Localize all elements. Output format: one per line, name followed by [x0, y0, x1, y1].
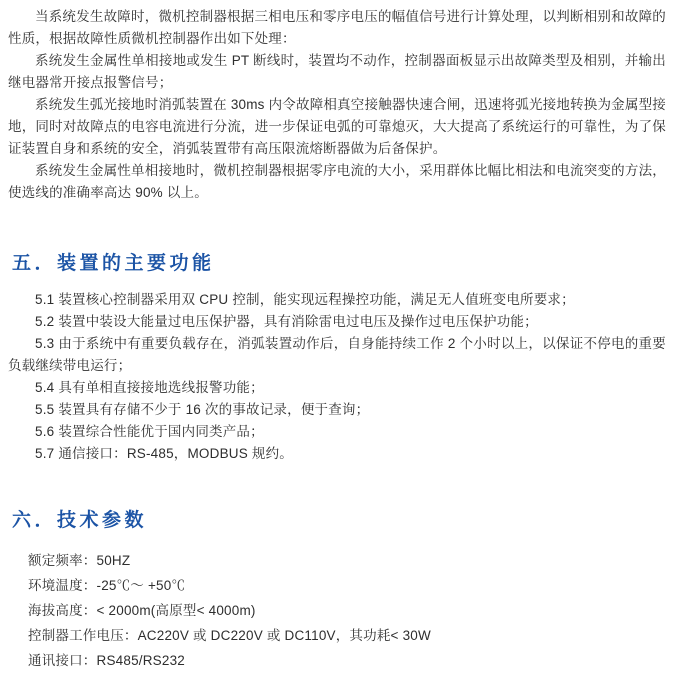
tech-param: 海拔高度：< 2000m(高原型< 4000m)	[28, 603, 256, 618]
intro-section	[8, 6, 666, 204]
function-item: 5.4 具有单相直接接地选线报警功能；	[35, 380, 264, 395]
function-item: 5.2 装置中装设大能量过电压保护器，具有消除雷电过电压及操作过电压保护功能；	[35, 314, 538, 329]
function-item: 5.5 装置具有存储不少于 16 次的事故记录，便于查询；	[35, 402, 370, 417]
function-item: 5.1 装置核心控制器采用双 CPU 控制，能实现远程操控功能，满足无人值班变电所要求；	[35, 292, 575, 307]
function-item: 5.6 装置综合性能优于国内同类产品；	[35, 424, 264, 439]
section-heading-functions: 五．装置的主要功能	[12, 253, 215, 274]
tech-param: 额定频率：50HZ	[28, 553, 131, 568]
tech-params-list	[28, 548, 666, 673]
tech-param: 通讯接口：RS485/RS232	[28, 653, 186, 668]
tech-param: 控制器工作电压：AC220V 或 DC220V 或 DC110V，其功耗< 30W	[28, 628, 431, 643]
tech-param: 环境温度：-25℃～ +50℃	[28, 578, 186, 593]
functions-list	[8, 289, 666, 465]
section-heading-tech-params: 六．技术参数	[12, 510, 148, 531]
function-item: 5.3 由于系统中有重要负载存在，消弧装置动作后，自身能持续工作 2 个小时以上，以保证不停电的重要负载继续带电运行；	[8, 336, 666, 373]
intro-paragraph: 系统发生金属性单相接地时，微机控制器根据零序电流的大小，采用群体比幅比相法和电流突变的方法，使选线的准确率高达 90% 以上。	[8, 163, 666, 200]
function-item: 5.7 通信接口：RS-485，MODBUS 规约。	[35, 446, 293, 461]
intro-paragraph: 当系统发生故障时，微机控制器根据三相电压和零序电压的幅值信号进行计算处理，以判断相别和故障的性质，根据故障性质微机控制器作出如下处理：	[8, 9, 666, 46]
intro-paragraph: 系统发生金属性单相接地或发生 PT 断线时，装置均不动作，控制器面板显示出故障类型及相别，并输出继电器常开接点报警信号；	[8, 53, 666, 90]
intro-paragraph: 系统发生弧光接地时消弧装置在 30ms 内令故障相真空接触器快速合闸，迅速将弧光接地转换为金属型接地，同时对故障点的电容电流进行分流，进一步保证电弧的可靠熄灭，大大提高了系统运行的可靠性，为了保证装置自身和系统的安全，消弧装置带有高压限流熔断器做为后备保护。	[8, 97, 666, 156]
